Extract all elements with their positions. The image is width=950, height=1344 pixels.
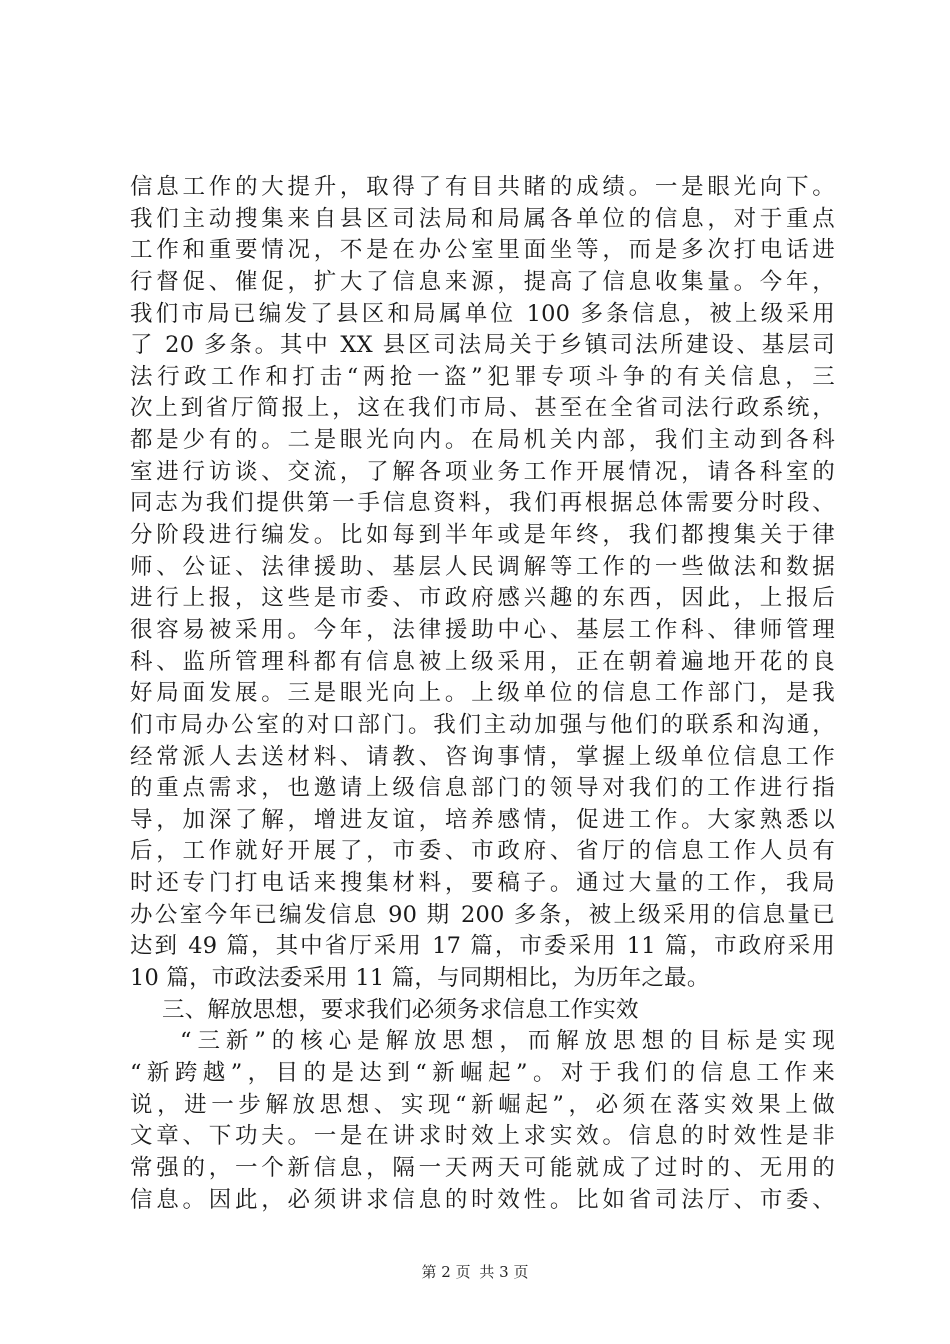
body-line: 导，加深了解，增进友谊，培养感情，促进工作。大家熟悉以 [130, 806, 835, 833]
body-line: 达到 49 篇，其中省厅采用 17 篇，市委采用 11 篇，市政府采用 [130, 933, 835, 960]
body-line: “新跨越”，目的是达到“新崛起”。对于我们的信息工作来 [130, 1059, 835, 1086]
body-line: 很容易被采用。今年，法律援助中心、基层工作科、律师管理 [130, 616, 835, 643]
body-line: 了 20 多条。其中 XX 县区司法局关于乡镇司法所建设、基层司 [130, 332, 835, 359]
body-line: 我们市局已编发了县区和局属单位 100 多条信息，被上级采用 [130, 300, 835, 327]
body-line: 同志为我们提供第一手信息资料，我们再根据总体需要分时段、 [130, 490, 835, 517]
body-line: 信息。因此，必须讲求信息的时效性。比如省司法厅、市委、 [130, 1186, 835, 1213]
body-line: “三新”的核心是解放思想，而解放思想的目标是实现 [180, 1028, 835, 1055]
body-line: 的重点需求，也邀请上级信息部门的领导对我们的工作进行指 [130, 775, 835, 802]
page-number: 第 2 页 [421, 1263, 471, 1281]
body-line: 科、监所管理科都有信息被上级采用，正在朝着遍地开花的良 [130, 648, 835, 675]
body-line: 信息工作的大提升，取得了有目共睹的成绩。一是眼光向下。 [130, 174, 835, 200]
section-heading: 三、解放思想，要求我们必须务求信息工作实效 [162, 996, 639, 1023]
body-line: 室进行访谈、交流，了解各项业务工作开展情况，请各科室的 [130, 458, 835, 485]
body-line: 进行上报，这些是市委、市政府感兴趣的东西，因此，上报后 [130, 585, 835, 612]
page-footer [0, 1261, 950, 1282]
body-line: 次上到省厅简报上，这在我们市局、甚至在全省司法行政系统， [130, 395, 835, 422]
body-line: 文章、下功夫。一是在讲求时效上求实效。信息的时效性是非 [130, 1123, 835, 1150]
body-line: 经常派人去送材料、请教、咨询事情，掌握上级单位信息工作 [130, 743, 835, 770]
body-line: 行督促、催促，扩大了信息来源，提高了信息收集量。今年， [130, 268, 835, 295]
body-line: 好局面发展。三是眼光向上。上级单位的信息工作部门，是我 [130, 680, 835, 707]
body-line: 工作和重要情况，不是在办公室里面坐等，而是多次打电话进 [130, 237, 835, 264]
page-total: 共 3 页 [479, 1263, 529, 1281]
body-line: 们市局办公室的对口部门。我们主动加强与他们的联系和沟通， [130, 711, 835, 738]
body-line: 说，进一步解放思想、实现“新崛起”，必须在落实效果上做 [130, 1091, 835, 1118]
body-line: 常强的，一个新信息，隔一天两天可能就成了过时的、无用的 [130, 1154, 835, 1181]
body-line: 办公室今年已编发信息 90 期 200 多条，被上级采用的信息量已 [130, 901, 835, 928]
body-line: 分阶段进行编发。比如每到半年或是年终，我们都搜集关于律 [130, 522, 835, 549]
body-line: 10 篇，市政法委采用 11 篇，与同期相比，为历年之最。 [130, 965, 710, 992]
body-line: 师、公证、法律援助、基层人民调解等工作的一些做法和数据 [130, 553, 835, 580]
body-line: 我们主动搜集来自县区司法局和局属各单位的信息，对于重点 [130, 205, 835, 232]
document-body [130, 172, 835, 1216]
body-line: 后，工作就好开展了，市委、市政府、省厅的信息工作人员有 [130, 838, 835, 865]
body-line: 法行政工作和打击“两抢一盗”犯罪专项斗争的有关信息，三 [130, 363, 835, 390]
body-line: 都是少有的。二是眼光向内。在局机关内部，我们主动到各科 [130, 427, 835, 454]
body-line: 时还专门打电话来搜集材料，要稿子。通过大量的工作，我局 [130, 870, 835, 897]
